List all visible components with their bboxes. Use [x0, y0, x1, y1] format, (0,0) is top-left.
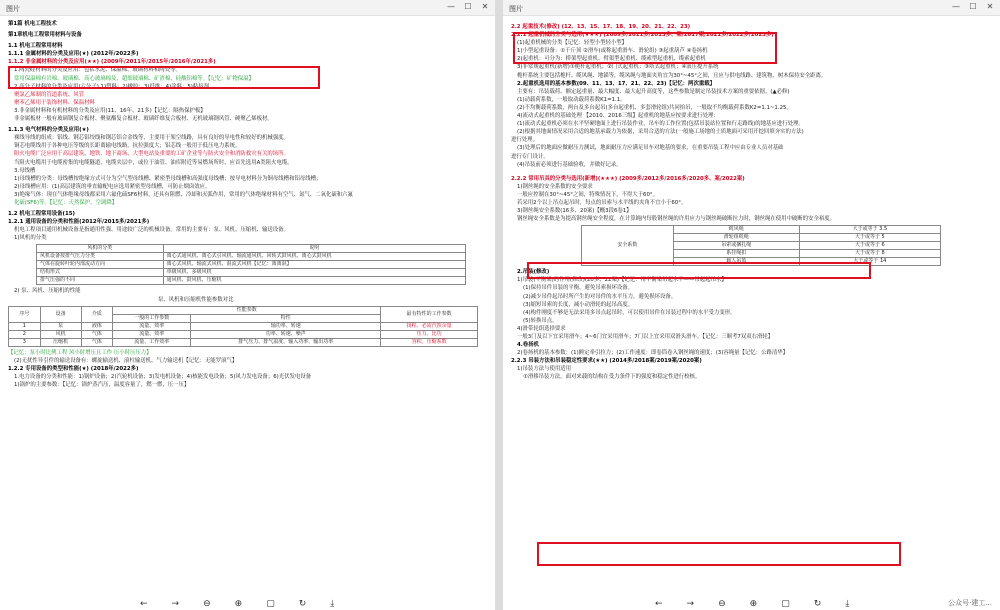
text-line: 4)流动式起重机的基础处理 【2010、2016三级】起重机的地基应按要求进行处理： — [517, 113, 719, 120]
text-line: 一般3门及以下宜采用滑车；4~6门宜采用滑车；7门以上宜采用双滑头滑车。【记忆：三顺考7双双右滑轮】 — [517, 334, 774, 340]
heading: 第1章机电工程常用材料与设备 — [8, 32, 82, 39]
table-cell: 功率、转速、噪声 — [191, 330, 381, 338]
heading: 1.1.3 电气材料的分类及应用(★) — [8, 127, 89, 134]
table-header: 性能参数 — [113, 306, 381, 314]
text-line: (1)动载荷系数，一般取动载荷系数K1=1.1。 — [517, 96, 626, 103]
table-cell: 安全系数 — [582, 226, 674, 266]
table-cell: 流量、效率 — [113, 330, 191, 338]
text-line: 2) 泵、风机、压缩机的性能 — [14, 288, 81, 295]
text-line: 聚苯乙烯用于装饰材料、保温材料 — [14, 99, 95, 106]
text-line: 一般应控制在30°~45°之间，特殊情况下，不得大于60°。 — [517, 191, 658, 198]
window-title: 图片 — [6, 5, 20, 13]
text-line: 2.起重机选用的基本参数(09、11、13、17、21、22、23)【记忆：两次重载】 — [517, 80, 716, 87]
window-controls — [447, 2, 489, 12]
highlight-box — [527, 262, 871, 279]
text-line: 进行处理。 — [511, 137, 538, 144]
arrow-right-icon[interactable]: → — [686, 598, 695, 609]
text-line: (2)减少吊件起吊时所产生的对吊件的水平压力，避免损坏设备。 — [523, 293, 677, 300]
watermark: 公众号·建工... — [948, 599, 992, 607]
table-cell: 2 — [9, 330, 41, 338]
text-line: (1)起重机械的分类【记忆：轻型小型轻小型】 — [517, 40, 628, 47]
text-line: (1)保持吊件吊装的平衡，避免吊索损坏设备。 — [523, 285, 634, 292]
table-cell: 风机 — [40, 330, 81, 338]
table-cell: 吊索或捆扎绳 — [673, 242, 799, 250]
text-line: ①滑移吊装方法，面对来载的结构在受力条件下的强度和稳定性进行校核。 — [523, 374, 701, 381]
table-row — [582, 226, 941, 234]
text-line: 桅杆系统主要包括桅杆、缆风绳、地锚等，缆风绳与地面夹角宜为30°~45°之间，且应与供电线路、建筑物、树木保持安全距离。 — [517, 72, 827, 79]
text-line: 2)起重机：可分为：桥架型起重机、臂架型起重机、缆索型起重机、缆索起重机 — [517, 56, 706, 63]
heading: 1.2 机电工程常用设备(15) — [8, 211, 75, 218]
table-cell: 容积、压缩系数 — [381, 338, 478, 346]
window-title: 图片 — [509, 5, 523, 13]
text-line: (3)处理后的地面应做耐压力测试，地面耐压力应满足吊车对地基的要求，在重要吊装工程中应由专业人员对基础 — [517, 145, 784, 152]
table-cell: 缆风绳 — [673, 226, 799, 234]
zoom-in-icon[interactable]: ⊕ — [234, 598, 243, 609]
text-line: 4)滑带轮组选择要求 — [517, 325, 566, 332]
table-cell: 单级风机、多级风机 — [163, 269, 465, 277]
text-line: 当阻火电缆用于电缆密集的电缆隧道、电缆夹层中，或位于油管、油库附近等易燃场所时，应首先选用A类阻火电缆。 — [14, 159, 293, 166]
zoom-in-icon[interactable]: ⊕ — [749, 598, 758, 609]
table-cell: 压力、比功 — [381, 330, 478, 338]
text-line: 铜芯电缆线用于各种电压等级的长距离输电线路，抗拉强度大；铝芯线一般用于低压电力系统。 — [14, 143, 241, 150]
heading: 4.卷扬机 — [517, 342, 539, 349]
text-line: 1)小型起重设备：①千斤顶 ②滑车(或称起重滑车、滑轮组) ③起重葫芦 ④卷扬机 — [517, 48, 708, 55]
heading: 第1篇 机电工程技术 — [8, 21, 57, 27]
title-bar — [503, 0, 1000, 16]
text-line: 1)锅炉的主要参数：【记忆：锅炉蒸汽压，温度容量了，燃一燃，压一压】 — [14, 382, 190, 388]
table-cell: 排气压力、排气温度、输入功率、输出功率 — [191, 338, 381, 346]
download-icon[interactable]: ⤓ — [330, 598, 335, 609]
text-line: 1)钢丝绳的安全系数的安全要求 — [517, 183, 593, 190]
text-line: 阻火电缆广泛应用于高层建筑、地铁、地下商场、大型电站及重要的工矿企业等与防火安全和消防救灾有关的场所。 — [14, 151, 289, 158]
text-line: 裸线导线的组成：铝线、钢芯铝绞线和钢芯铝合金线等，主要用于架空线路，具有良好的导电性和较好的机械强度。 — [14, 135, 289, 142]
text-line: 2)母线槽应用：(1)高层建筑的垂直输配电应选用紧密型母线槽，可防止烟囱效应。 — [14, 183, 211, 190]
heading: 2.2.3 吊装方法和吊装稳定性要求(★★) (2014多/2018案/2019案/2020案) — [511, 358, 702, 365]
table-header: 说明 — [163, 245, 465, 253]
table-cell: 离心式通风机、离心式引风机、轴流通风机、回转式鼓风机、离心式鼓风机 — [163, 253, 465, 261]
window-controls — [952, 2, 994, 12]
text-line: 非金属板材一般有玻璃钢复合板材、聚氨酯复合板材、玻璃纤维复合板材、无机玻璃钢风管、硬聚乙烯板材。 — [14, 116, 273, 123]
text-line: (2)无扰性导引件的输送设备有：螺旋输送机、滚柱输送机、气力输送机【记忆：无能罗滚气】 — [14, 357, 238, 364]
table-cell: 流量、工作效率 — [113, 338, 191, 346]
text-line: 1.电力设备的分类和性能：1)锅炉设备；2)汽轮机设备；3)发电机设备；4)核能发电设备；5)风力发电设备；6)光伏发电设备 — [14, 373, 312, 380]
table-cell: 载人吊篮 — [673, 258, 799, 266]
highlight-box — [8, 66, 320, 89]
rotate-icon[interactable]: ↻ — [813, 598, 822, 609]
heading: 1.2.2 专用设备的类型和性能(★) (2018年/2022多) — [8, 365, 139, 372]
table-cell: 流量、效率 — [113, 322, 191, 330]
close-icon[interactable]: ✕ — [986, 2, 994, 11]
table-cell: 气体在旋转叶轮内部流动方向 — [37, 261, 164, 269]
table-header: 介质 — [81, 306, 113, 322]
download-icon[interactable]: ⤓ — [845, 598, 850, 609]
arrow-left-icon[interactable]: ← — [655, 598, 663, 609]
page-navigation-bar — [140, 597, 334, 610]
table-cell: 系挂绳扣 — [673, 250, 799, 258]
heading: 1.1.1 金属材料的分类及应用(★) (2012年/2022多) — [8, 51, 139, 58]
table-cell: 液体 — [81, 322, 113, 330]
table-header: 最有特性的工作参数 — [381, 306, 478, 322]
table-row — [37, 269, 466, 277]
table-header: 设备 — [40, 306, 81, 322]
table-cell: 1 — [9, 322, 41, 330]
text-line: 常用保温棉有岩棉、玻璃棉、高心玻璃棉及、超细玻璃棉、矿渣棉、硅酸铝棉等。【记忆：矿物保温】 — [14, 75, 254, 82]
table-row — [37, 253, 466, 261]
text-line: 1.陶瓷硅材料的分类及应用：包括水泥、保温棉、玻璃材料和陶瓷等。 — [14, 67, 181, 74]
heading: 2.2 起重技术(修改) (12、13、15、17、18、19、20、21、22、23) — [511, 24, 691, 30]
heading: 2.2.1 起重机械的分类与选用(★★★) (2009多/2011多/2013多、案/2017案/2021多/2022多/2023多) — [511, 32, 774, 39]
heading: 1.1 机电工程常用材料 — [8, 43, 63, 50]
text-line: 1)风机的分类 — [14, 235, 47, 242]
highlight-box — [537, 542, 901, 566]
page-navigation-bar — [655, 597, 849, 610]
fan-classification-table — [36, 244, 466, 285]
maximize-icon[interactable]: ☐ — [969, 2, 977, 11]
table-cell: 大于或等于 5 — [799, 234, 940, 242]
fit-page-icon[interactable]: ▢ — [781, 598, 790, 609]
table-cell: 轴功率、转速 — [191, 322, 381, 330]
heading: 2.吊装(修改) — [517, 269, 550, 276]
table-subheader: 一般的工作参数 — [113, 314, 191, 322]
text-line: 3)非常规起重机(新增)①桅杆起重机；②门式起重机；③塔式起重机；④液压提升系统 — [517, 64, 719, 71]
left-document-window — [0, 0, 495, 610]
table-cell: 气体 — [81, 338, 113, 346]
text-line: (2)根据其地面情况采用合适的地基承载力为依据，采用合适的方法(一般施工场地的土质地面可采用开挖回填夯实的方法) — [517, 129, 804, 136]
performance-comparison-table — [8, 306, 478, 347]
text-line: 主要有：吊装载荷、额定起重量、最大幅度、最大起升高度等，这些参数是制定吊装技术方案的重要依据。(▲必修) — [517, 88, 790, 95]
fit-page-icon[interactable]: ▢ — [266, 598, 275, 609]
text-line: (1)流动式起重机必须在水平坚硬地面上进行吊装作业，吊车的工作位置(包括吊装站位置和行走路线)的地基应进行处理。 — [517, 121, 804, 128]
table-cell: 风机设备按排气压力分类 — [37, 253, 164, 261]
arrow-left-icon[interactable]: ← — [140, 598, 148, 609]
arrow-right-icon[interactable]: → — [171, 598, 180, 609]
table-row — [9, 338, 478, 346]
table-cell: 扬程、必需汽蚀余量 — [381, 322, 478, 330]
text-line: 化硫(SF6)等。【记忆：天然保护、空调降】 — [14, 199, 118, 206]
text-line: 1)吊装(平衡梁)的作用(修改)(20多、22案)【记忆：用平衡梁吊起水平——吊起起吊水】 — [517, 277, 727, 284]
text-line: 3.非金属材料和有机材料的分类及应用(11、16年、21多)【记忆：隔热保护板】 — [14, 107, 206, 114]
minimize-icon[interactable]: — — [447, 2, 455, 11]
heading: 1.2.1 通用设备的分类和性能(2012年/2015多/2021多) — [8, 219, 150, 226]
table-cell: 气体 — [81, 330, 113, 338]
text-line: (4)构件刚度不够是无法采用多吊点起吊时，可以使用吊件在吊装过程中的水平受力变形。 — [523, 309, 736, 316]
text-line: 机电工程项目通用机械设备是指通用性强、用途较广泛的机械设备。常用的主要有：泵、风机、压缩机、输送设备。 — [14, 227, 289, 234]
text-line: (4)吊装前必须进行基础验收，并做好记录。 — [517, 161, 622, 168]
text-line: (5)转换吊点。 — [523, 317, 558, 324]
table-cell: 离心式风机、轴流式风机、混流式风机【记忆：离离混】 — [163, 261, 465, 269]
text-line: 1)吊装方法与使用适用 — [517, 366, 572, 373]
title-bar — [0, 0, 495, 16]
table-cell: 压缩机 — [40, 338, 81, 346]
zoom-out-icon[interactable]: ⊖ — [203, 598, 211, 609]
text-line: (2)不均衡载荷系数，两台及多台起吊(多台起重机、多套滑轮组)共同抬吊，一般取不均衡载荷系数K2=1.1~1.25。 — [517, 104, 792, 111]
text-line: 2)卷扬机的基本参数：(1)额定牵引拉力；(2)工作速度：即卷筒卷入钢丝绳的速度；(3)容绳量【记忆：公路清华】 — [517, 350, 789, 357]
text-line: 3.母线槽 — [14, 167, 36, 174]
table-header: 风机的分类 — [37, 245, 164, 253]
document-content — [511, 20, 994, 596]
right-document-window — [503, 0, 1000, 610]
table-header: 序号 — [9, 306, 41, 322]
table-cell: 大于或等于 14 — [799, 258, 940, 266]
highlight-box — [513, 32, 777, 64]
text-line: 3)绝缘气体：现在气体绝缘母线都采用六氟化硫SF6材料，还具有阻燃、冷却和灭弧作用，常用的气体绝缘材料有空气、氮气、二氧化硫和六氟 — [14, 191, 353, 198]
heading: 1.1.2 非金属材料的分类及应用(★★) (2009年/2011年/2015年/2016年/2021多) — [8, 59, 216, 66]
table-cell: 排气压强的不同 — [37, 277, 164, 285]
table-caption: 泵、风机和压缩机性能参数对比 — [158, 296, 234, 303]
text-line: 2.高分子材料的分类及应用(六分子) 1)塑料；2)橡胶；3)纤维；4)涂料；5)粘接剂 — [14, 83, 210, 90]
table-row — [37, 277, 466, 285]
text-line: 聚氯乙烯制的管道系统、风管 — [14, 91, 85, 98]
heading: 2.2.2 常用吊具的分类与选用(新增)(★★★) (2009多/2012多/2016多/2020多、案/2022案) — [511, 175, 745, 182]
table-cell: 大于或等于 3.5 — [799, 226, 940, 234]
document-content — [8, 20, 489, 596]
table-cell: 滑轮组缆绳 — [673, 234, 799, 242]
text-line: 1)母线槽的分类：母线槽按绝缘方式可分为空气型母线槽、紧密型母线槽和高强度母线槽；按导电材料分为铜母线槽和铝母线槽； — [14, 175, 322, 182]
text-line: 若采用2个以上吊点起吊时，每点的吊索与水平线的夹角不宜小于60°。 — [517, 199, 687, 206]
table-row — [9, 330, 478, 338]
text-line: 3)钢丝绳安全系数(16多、20案)【概3段6卷1】 — [517, 208, 632, 215]
table-cell: 大于或等于 6 — [799, 242, 940, 250]
zoom-out-icon[interactable]: ⊖ — [718, 598, 726, 609]
text-line: (3)缩短吊索的长度，减小动滑轮的起吊高度。 — [523, 301, 634, 308]
text-line: 【记忆：泵小时比例工程 风小时增压且工作 压小时压压力】 — [8, 349, 152, 356]
text-line: 钢丝绳安全系数是为提高钢丝绳安全程度，在计算绳内每股钢丝绳的许用应力与钢丝绳破断拉力时，钢丝绳在使用中破断的安全裕度。 — [517, 216, 836, 223]
maximize-icon[interactable]: ☐ — [464, 2, 472, 11]
close-icon[interactable]: ✕ — [481, 2, 489, 11]
table-cell: 3 — [9, 338, 41, 346]
table-subheader: 特性 — [191, 314, 381, 322]
rotate-icon[interactable]: ↻ — [298, 598, 307, 609]
table-row — [9, 322, 478, 330]
table-cell: 结构形式 — [37, 269, 164, 277]
table-cell: 大于或等于 8 — [799, 250, 940, 258]
safety-factor-table — [581, 225, 941, 266]
minimize-icon[interactable]: — — [952, 2, 960, 11]
table-cell: 通风机、鼓风机、压缩机 — [163, 277, 465, 285]
table-row — [37, 261, 466, 269]
table-cell: 泵 — [40, 322, 81, 330]
text-line: 进行专门设计。 — [511, 153, 549, 160]
